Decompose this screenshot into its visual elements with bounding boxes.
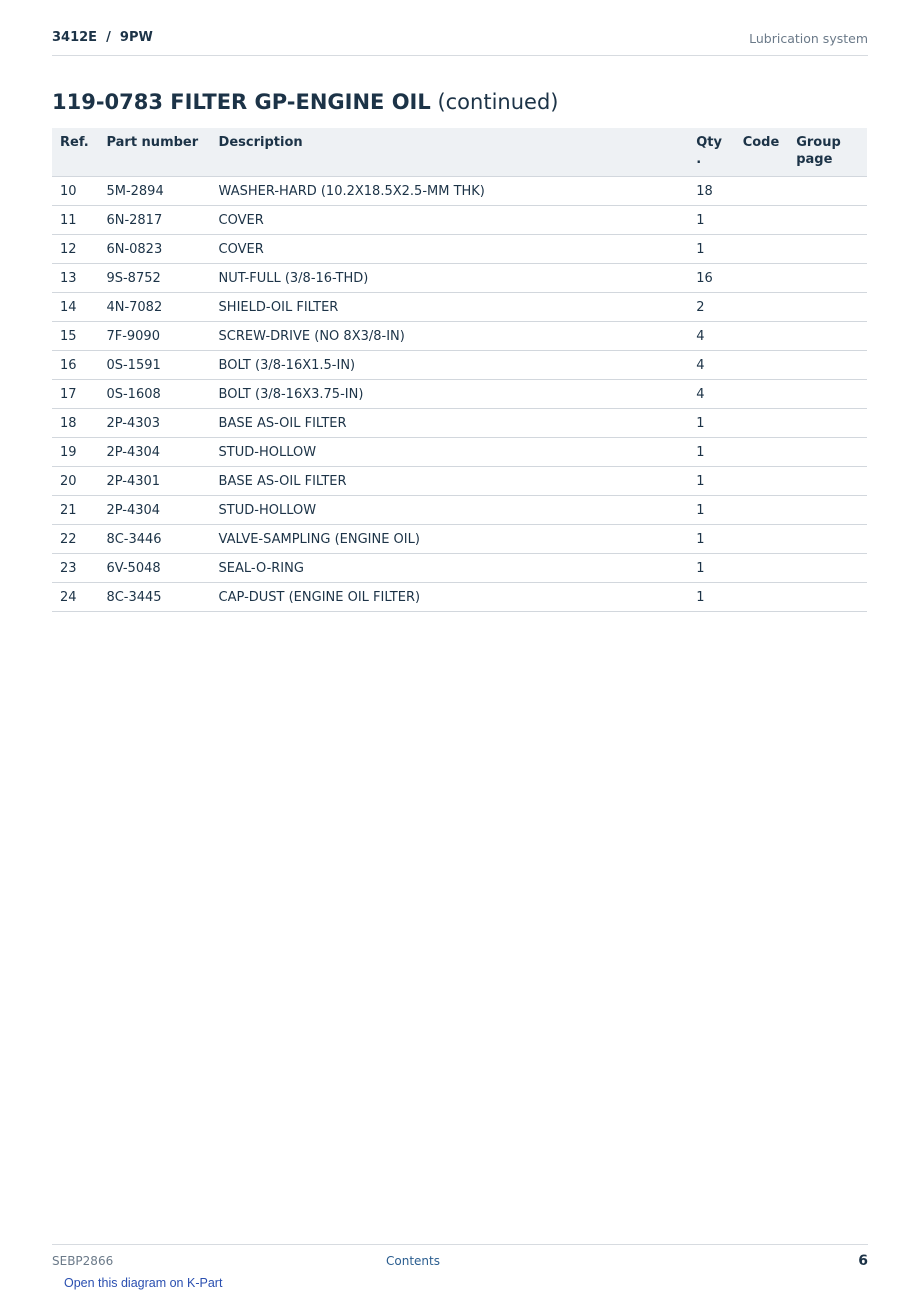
qty-cell: 2 xyxy=(688,293,734,322)
ref-cell: 21 xyxy=(52,496,98,525)
code-cell xyxy=(735,177,789,206)
part-number-cell: 2P-4304 xyxy=(98,438,210,467)
group-page-cell xyxy=(788,264,867,293)
description-cell: SHIELD-OIL FILTER xyxy=(211,293,689,322)
description-cell: CAP-DUST (ENGINE OIL FILTER) xyxy=(211,583,689,612)
group-page-cell xyxy=(788,467,867,496)
table-row xyxy=(52,293,867,322)
code-cell xyxy=(735,206,789,235)
group-page-cell xyxy=(788,554,867,583)
code-cell xyxy=(735,525,789,554)
ref-cell: 16 xyxy=(52,351,98,380)
page-number: 6 xyxy=(858,1253,868,1269)
qty-cell: 1 xyxy=(688,409,734,438)
part-number-cell: 7F-9090 xyxy=(98,322,210,351)
table-row xyxy=(52,467,867,496)
group-page-cell xyxy=(788,351,867,380)
group-page-cell xyxy=(788,525,867,554)
group-page-cell xyxy=(788,206,867,235)
description-cell: BOLT (3/8-16X1.5-IN) xyxy=(211,351,689,380)
qty-cell: 1 xyxy=(688,496,734,525)
title-main: 119-0783 FILTER GP-ENGINE OIL xyxy=(52,90,431,114)
page-title xyxy=(52,90,558,114)
part-number-cell: 6V-5048 xyxy=(98,554,210,583)
group-page-cell xyxy=(788,409,867,438)
ref-cell: 22 xyxy=(52,525,98,554)
title-suffix: (continued) xyxy=(437,90,559,114)
table-row xyxy=(52,264,867,293)
qty-cell: 1 xyxy=(688,438,734,467)
part-number-cell: 0S-1591 xyxy=(98,351,210,380)
code-cell xyxy=(735,322,789,351)
ref-cell: 12 xyxy=(52,235,98,264)
open-kpart-link[interactable]: Open this diagram on K-Part xyxy=(64,1276,223,1290)
ref-cell: 24 xyxy=(52,583,98,612)
table-header-row xyxy=(52,128,867,177)
code-cell xyxy=(735,496,789,525)
document-id: SEBP2866 xyxy=(52,1254,114,1268)
part-number-cell: 6N-0823 xyxy=(98,235,210,264)
code-cell xyxy=(735,380,789,409)
qty-cell: 4 xyxy=(688,380,734,409)
ref-cell: 19 xyxy=(52,438,98,467)
code-cell xyxy=(735,293,789,322)
qty-cell: 1 xyxy=(688,525,734,554)
qty-cell: 1 xyxy=(688,206,734,235)
part-number-cell: 8C-3445 xyxy=(98,583,210,612)
table-row xyxy=(52,177,867,206)
ref-cell: 11 xyxy=(52,206,98,235)
description-cell: BOLT (3/8-16X3.75-IN) xyxy=(211,380,689,409)
part-number-cell: 4N-7082 xyxy=(98,293,210,322)
part-number-cell: 2P-4304 xyxy=(98,496,210,525)
qty-cell: 18 xyxy=(688,177,734,206)
description-cell: SEAL-O-RING xyxy=(211,554,689,583)
table-body xyxy=(52,177,867,612)
column-header-description: Description xyxy=(211,128,689,177)
table-row xyxy=(52,438,867,467)
code-cell xyxy=(735,438,789,467)
table-row xyxy=(52,525,867,554)
group-page-cell xyxy=(788,496,867,525)
group-page-cell xyxy=(788,438,867,467)
description-cell: SCREW-DRIVE (NO 8X3/8-IN) xyxy=(211,322,689,351)
part-number-cell: 5M-2894 xyxy=(98,177,210,206)
table-row xyxy=(52,206,867,235)
description-cell: BASE AS-OIL FILTER xyxy=(211,409,689,438)
code-cell xyxy=(735,264,789,293)
code-cell xyxy=(735,467,789,496)
table-row xyxy=(52,583,867,612)
code-cell xyxy=(735,235,789,264)
ref-cell: 20 xyxy=(52,467,98,496)
group-page-cell xyxy=(788,322,867,351)
part-number-cell: 2P-4303 xyxy=(98,409,210,438)
ref-cell: 15 xyxy=(52,322,98,351)
column-header-qty: Qty . xyxy=(688,128,734,177)
ref-cell: 13 xyxy=(52,264,98,293)
qty-cell: 1 xyxy=(688,554,734,583)
qty-cell: 1 xyxy=(688,467,734,496)
group-page-cell xyxy=(788,293,867,322)
qty-cell: 16 xyxy=(688,264,734,293)
table-row xyxy=(52,409,867,438)
ref-cell: 18 xyxy=(52,409,98,438)
table-row xyxy=(52,351,867,380)
table-row xyxy=(52,554,867,583)
column-header-part-number: Part number xyxy=(98,128,210,177)
code-cell xyxy=(735,409,789,438)
description-cell: STUD-HOLLOW xyxy=(211,438,689,467)
description-cell: WASHER-HARD (10.2X18.5X2.5-MM THK) xyxy=(211,177,689,206)
column-header-ref: Ref. xyxy=(52,128,98,177)
ref-cell: 23 xyxy=(52,554,98,583)
group-page-cell xyxy=(788,583,867,612)
page-footer xyxy=(52,1244,868,1275)
table-row xyxy=(52,380,867,409)
qty-cell: 1 xyxy=(688,583,734,612)
contents-link[interactable]: Contents xyxy=(386,1254,440,1268)
code-cell xyxy=(735,583,789,612)
group-page-cell xyxy=(788,380,867,409)
description-cell: COVER xyxy=(211,235,689,264)
ref-cell: 17 xyxy=(52,380,98,409)
model-label: 3412E / 9PW xyxy=(52,30,153,45)
code-cell xyxy=(735,554,789,583)
part-number-cell: 8C-3446 xyxy=(98,525,210,554)
group-page-cell xyxy=(788,235,867,264)
parts-table xyxy=(52,128,867,612)
description-cell: COVER xyxy=(211,206,689,235)
part-number-cell: 2P-4301 xyxy=(98,467,210,496)
ref-cell: 14 xyxy=(52,293,98,322)
description-cell: NUT-FULL (3/8-16-THD) xyxy=(211,264,689,293)
table-row xyxy=(52,322,867,351)
description-cell: STUD-HOLLOW xyxy=(211,496,689,525)
description-cell: VALVE-SAMPLING (ENGINE OIL) xyxy=(211,525,689,554)
column-header-code: Code xyxy=(735,128,789,177)
section-label: Lubrication system xyxy=(749,31,868,46)
qty-cell: 4 xyxy=(688,351,734,380)
table-row xyxy=(52,235,867,264)
table-row xyxy=(52,496,867,525)
part-number-cell: 9S-8752 xyxy=(98,264,210,293)
ref-cell: 10 xyxy=(52,177,98,206)
page-header xyxy=(52,28,868,56)
qty-cell: 4 xyxy=(688,322,734,351)
description-cell: BASE AS-OIL FILTER xyxy=(211,467,689,496)
qty-cell: 1 xyxy=(688,235,734,264)
part-number-cell: 0S-1608 xyxy=(98,380,210,409)
column-header-group-page: Group page xyxy=(788,128,867,177)
group-page-cell xyxy=(788,177,867,206)
table-header xyxy=(52,128,867,177)
part-number-cell: 6N-2817 xyxy=(98,206,210,235)
code-cell xyxy=(735,351,789,380)
